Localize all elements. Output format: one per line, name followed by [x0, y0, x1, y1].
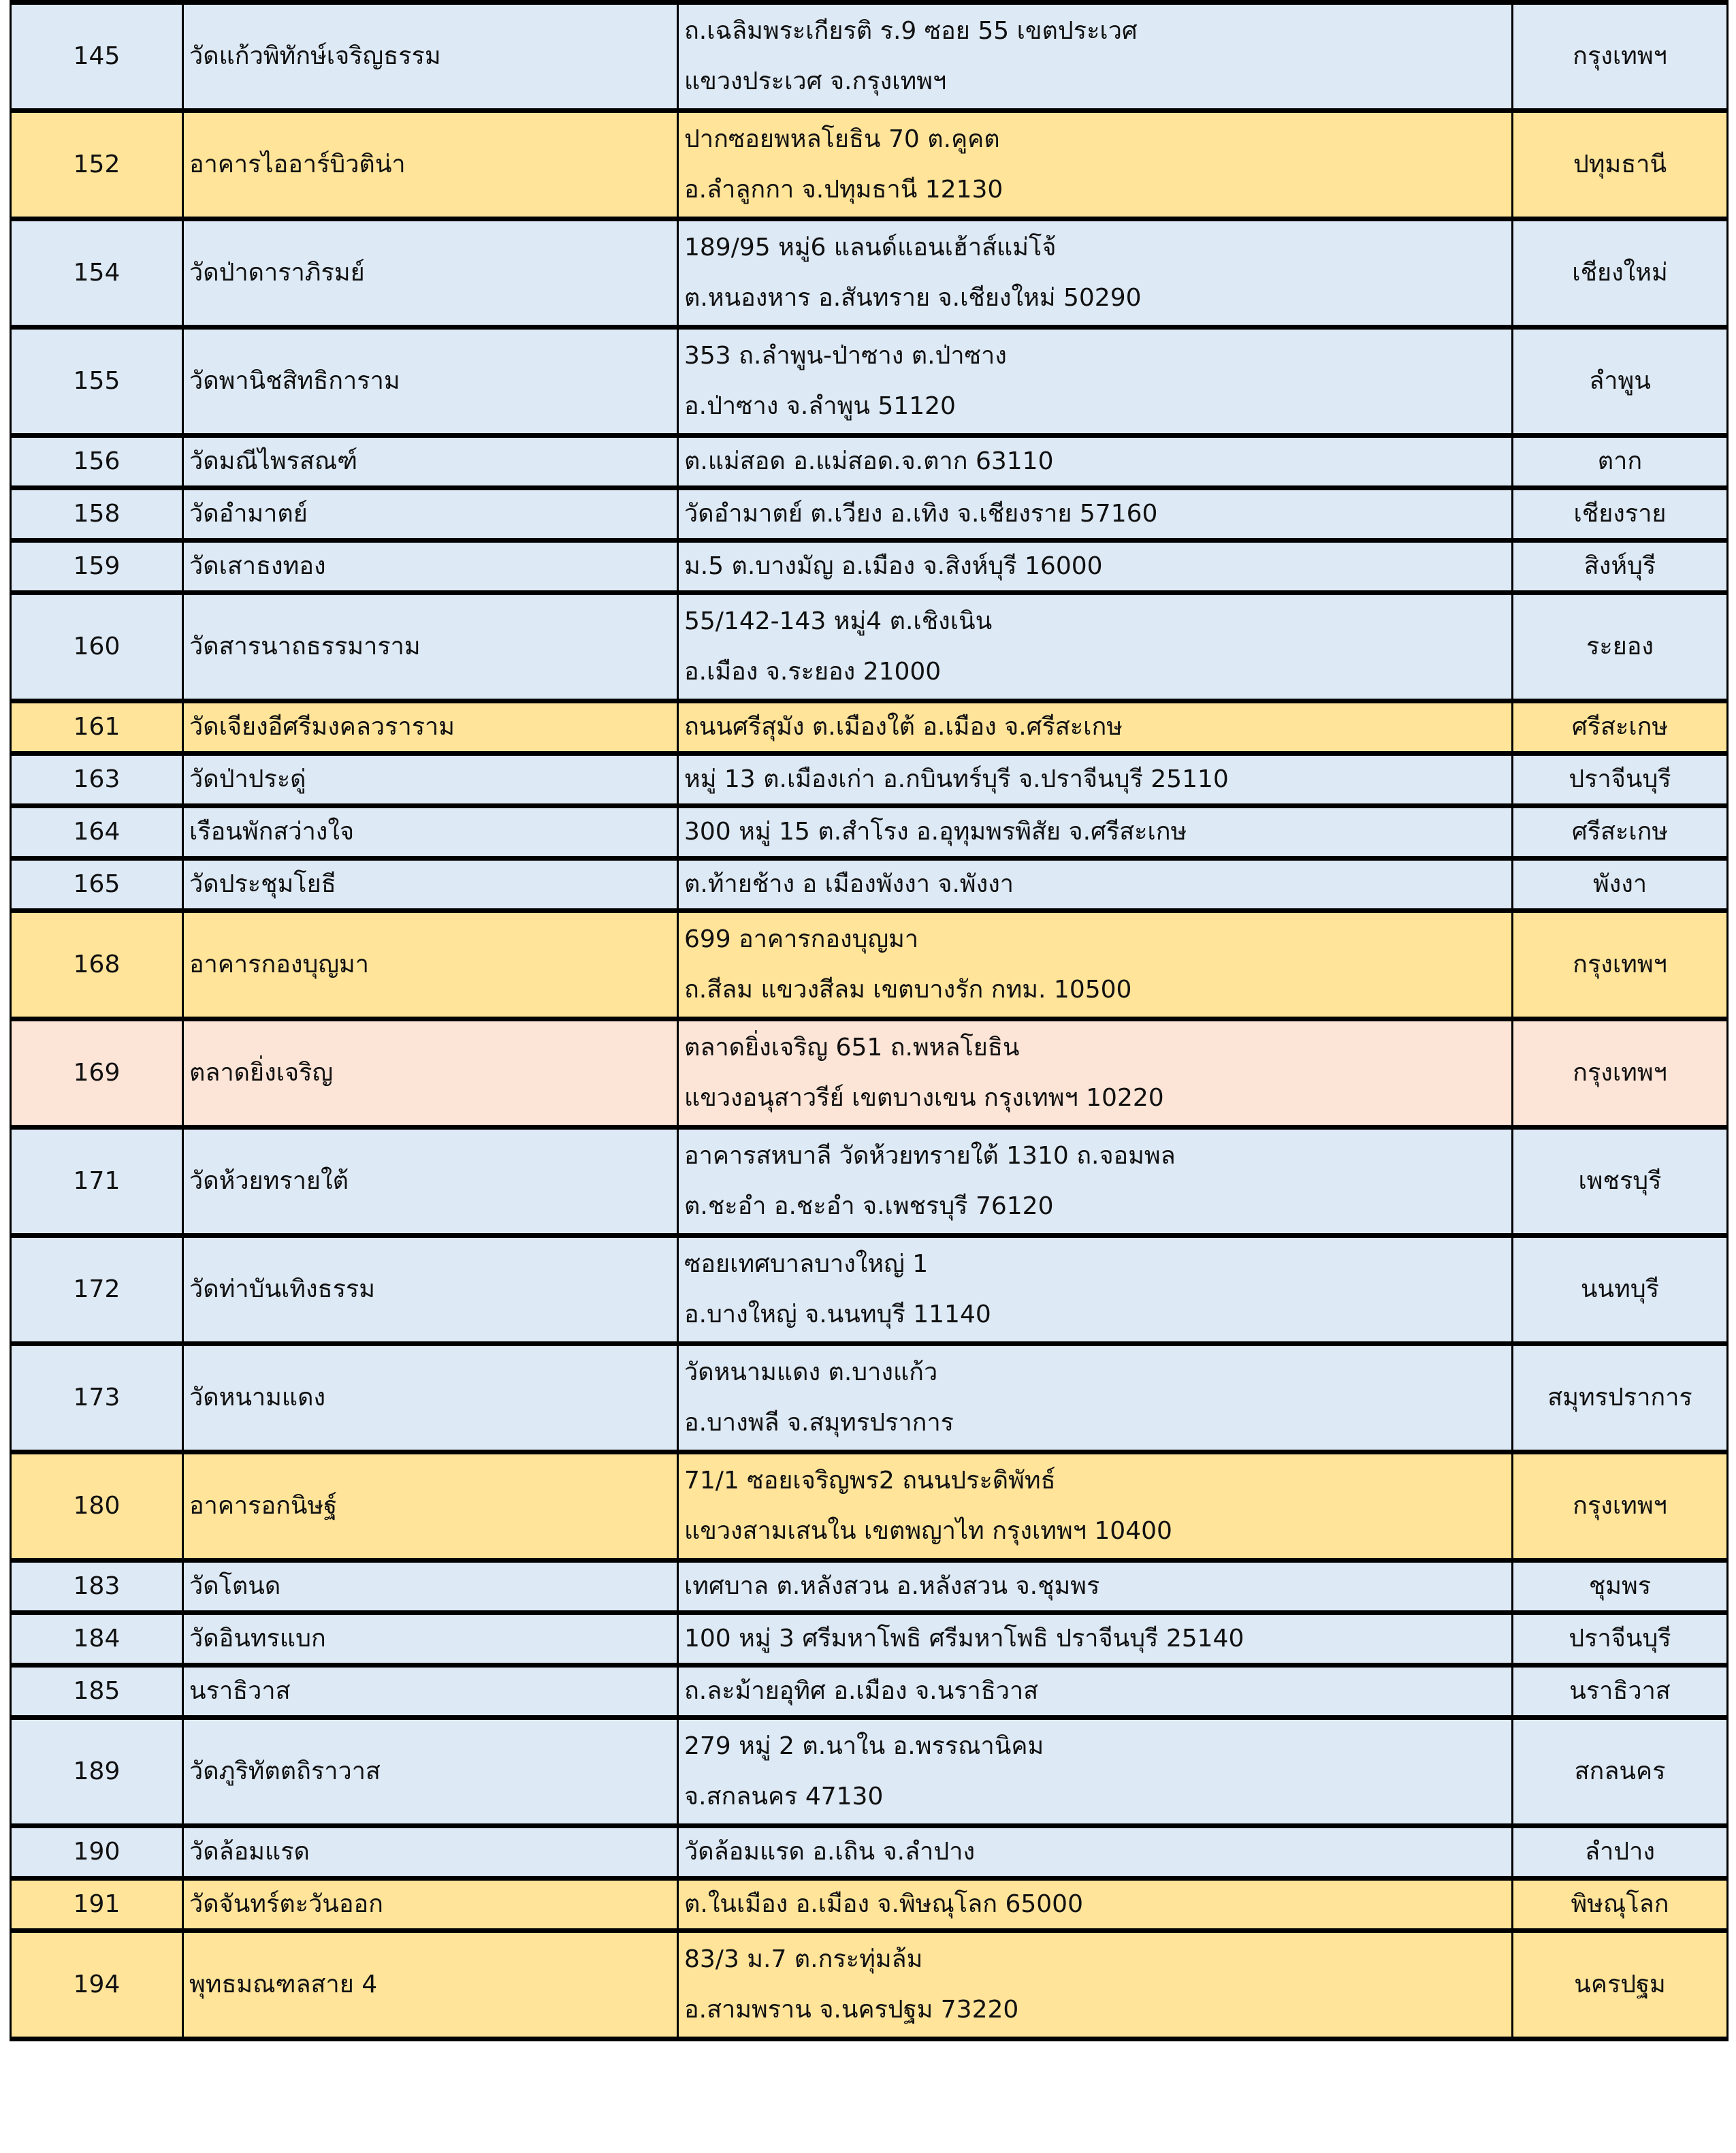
- table-row: [11, 328, 1728, 436]
- address-line: อ.เมือง จ.ระยอง 21000: [684, 658, 942, 686]
- cell-name: วัดโตนด: [183, 1561, 678, 1613]
- cell-id: 145: [11, 3, 183, 111]
- table-row: [11, 1613, 1728, 1665]
- address-line: อาคารสหบาลี วัดห้วยทรายใต้ 1310 ถ.จอมพล: [684, 1142, 1176, 1170]
- cell-address: [678, 1931, 1513, 2039]
- cell-id: 152: [11, 111, 183, 219]
- cell-province: เชียงราย: [1513, 488, 1728, 541]
- table-row: [11, 541, 1728, 593]
- cell-address: [678, 436, 1513, 488]
- cell-address: [678, 3, 1513, 111]
- cell-name: วัดภูริทัตตถิราวาส: [183, 1718, 678, 1826]
- address-line: 71/1 ซอยเจริญพร2 ถนนประดิพัทธ์: [684, 1467, 1056, 1495]
- address-line: ต.แม่สอด อ.แม่สอด.จ.ตาก 63110: [684, 447, 1054, 475]
- cell-id: 189: [11, 1718, 183, 1826]
- location-table: [10, 0, 1729, 2041]
- cell-province: ลำปาง: [1513, 1826, 1728, 1879]
- cell-id: 165: [11, 859, 183, 911]
- cell-province: ปทุมธานี: [1513, 111, 1728, 219]
- cell-address: [678, 1879, 1513, 1931]
- address-line: อ.สามพราน จ.นครปฐม 73220: [684, 1996, 1019, 2024]
- table-row: [11, 1665, 1728, 1718]
- address-line: 279 หมู่ 2 ต.นาใน อ.พรรณานิคม: [684, 1732, 1044, 1760]
- address-line: 189/95 หมู่6 แลนด์แอนเฮ้าส์แม่โจ้: [684, 234, 1057, 261]
- address-line: แขวงอนุสาวรีย์ เขตบางเขน กรุงเทพฯ 10220: [684, 1084, 1164, 1112]
- cell-name: วัดประชุมโยธี: [183, 859, 678, 911]
- cell-name: วัดพานิชสิทธิการาม: [183, 328, 678, 436]
- cell-name: อาคารอกนิษฐ์: [183, 1452, 678, 1561]
- address-line: วัดหนามแดง ต.บางแก้ว: [684, 1358, 938, 1386]
- cell-id: 194: [11, 1931, 183, 2039]
- cell-province: ศรีสะเกษ: [1513, 701, 1728, 754]
- cell-id: 180: [11, 1452, 183, 1561]
- cell-name: วัดจันทร์ตะวันออก: [183, 1879, 678, 1931]
- cell-id: 168: [11, 911, 183, 1019]
- table-row: [11, 1344, 1728, 1452]
- table-body: [11, 3, 1728, 2039]
- address-line: อ.บางใหญ่ จ.นนทบุรี 11140: [684, 1301, 991, 1328]
- cell-address: [678, 1452, 1513, 1561]
- address-line: 300 หมู่ 15 ต.สำโรง อ.อุทุมพรพิสัย จ.ศรีสะเกษ: [684, 818, 1187, 846]
- table-row: [11, 1561, 1728, 1613]
- address-line: 83/3 ม.7 ต.กระทุ่มล้ม: [684, 1945, 923, 1973]
- cell-name: วัดล้อมแรด: [183, 1826, 678, 1879]
- address-line: ม.5 ต.บางมัญ อ.เมือง จ.สิงห์บุรี 16000: [684, 552, 1103, 580]
- address-line: อ.ป่าซาง จ.ลำพูน 51120: [684, 392, 956, 420]
- table-row: [11, 1019, 1728, 1128]
- address-line: เทศบาล ต.หลังสวน อ.หลังสวน จ.ชุมพร: [684, 1572, 1100, 1600]
- cell-province: นนทบุรี: [1513, 1236, 1728, 1344]
- cell-address: [678, 593, 1513, 701]
- cell-name: วัดแก้วพิทักษ์เจริญธรรม: [183, 3, 678, 111]
- address-line: ต.ในเมือง อ.เมือง จ.พิษณุโลก 65000: [684, 1890, 1083, 1918]
- table-row: [11, 219, 1728, 328]
- cell-province: เพชรบุรี: [1513, 1128, 1728, 1236]
- cell-province: กรุงเทพฯ: [1513, 911, 1728, 1019]
- cell-id: 183: [11, 1561, 183, 1613]
- cell-id: 191: [11, 1879, 183, 1931]
- cell-name: วัดอำมาตย์: [183, 488, 678, 541]
- cell-id: 154: [11, 219, 183, 328]
- address-line: หมู่ 13 ต.เมืองเก่า อ.กบินทร์บุรี จ.ปราจีนบุรี 25110: [684, 765, 1229, 793]
- address-line: ปากซอยพหลโยธิน 70 ต.คูคต: [684, 125, 1000, 153]
- cell-address: [678, 1236, 1513, 1344]
- address-line: ถนนศรีสุมัง ต.เมืองใต้ อ.เมือง จ.ศรีสะเกษ: [684, 713, 1123, 741]
- table-row: [11, 1826, 1728, 1879]
- address-line: อ.บางพลี จ.สมุทรปราการ: [684, 1409, 954, 1437]
- cell-address: [678, 111, 1513, 219]
- cell-id: 155: [11, 328, 183, 436]
- address-line: 353 ถ.ลำพูน-ป่าซาง ต.ป่าซาง: [684, 342, 1007, 370]
- cell-province: นราธิวาส: [1513, 1665, 1728, 1718]
- cell-id: 190: [11, 1826, 183, 1879]
- cell-id: 173: [11, 1344, 183, 1452]
- cell-address: [678, 911, 1513, 1019]
- table-row: [11, 911, 1728, 1019]
- cell-address: [678, 1561, 1513, 1613]
- table-row: [11, 593, 1728, 701]
- cell-address: [678, 541, 1513, 593]
- cell-province: นครปฐม: [1513, 1931, 1728, 2039]
- cell-province: ชุมพร: [1513, 1561, 1728, 1613]
- address-line: ต.หนองหาร อ.สันทราย จ.เชียงใหม่ 50290: [684, 284, 1142, 312]
- cell-name: วัดหนามแดง: [183, 1344, 678, 1452]
- table-row: [11, 701, 1728, 754]
- cell-name: อาคารไออาร์บิวติน่า: [183, 111, 678, 219]
- table-row: [11, 1931, 1728, 2039]
- cell-name: วัดสารนาถธรรมาราม: [183, 593, 678, 701]
- address-line: 699 อาคารกองบุญมา: [684, 925, 919, 953]
- cell-province: สิงห์บุรี: [1513, 541, 1728, 593]
- cell-name: วัดป่าประดู่: [183, 754, 678, 806]
- address-line: ตลาดยิ่งเจริญ 651 ถ.พหลโยธิน: [684, 1034, 1020, 1062]
- cell-province: ศรีสะเกษ: [1513, 806, 1728, 859]
- cell-id: 184: [11, 1613, 183, 1665]
- cell-name: พุทธมณฑลสาย 4: [183, 1931, 678, 2039]
- cell-id: 160: [11, 593, 183, 701]
- cell-province: พังงา: [1513, 859, 1728, 911]
- table-row: [11, 754, 1728, 806]
- address-line: ต.ท้ายช้าง อ เมืองพังงา จ.พังงา: [684, 870, 1014, 898]
- table-row: [11, 436, 1728, 488]
- table-row: [11, 1718, 1728, 1826]
- address-line: 100 หมู่ 3 ศรีมหาโพธิ ศรีมหาโพธิ ปราจีนบุรี 25140: [684, 1625, 1244, 1653]
- cell-province: ตาก: [1513, 436, 1728, 488]
- cell-province: สมุทรปราการ: [1513, 1344, 1728, 1452]
- cell-address: [678, 1665, 1513, 1718]
- address-line: ซอยเทศบาลบางใหญ่ 1: [684, 1250, 929, 1278]
- cell-province: กรุงเทพฯ: [1513, 1452, 1728, 1561]
- cell-address: [678, 1128, 1513, 1236]
- cell-address: [678, 1019, 1513, 1128]
- cell-name: วัดห้วยทรายใต้: [183, 1128, 678, 1236]
- cell-address: [678, 701, 1513, 754]
- cell-name: อาคารกองบุญมา: [183, 911, 678, 1019]
- cell-address: [678, 859, 1513, 911]
- cell-address: [678, 806, 1513, 859]
- cell-id: 161: [11, 701, 183, 754]
- cell-province: พิษณุโลก: [1513, 1879, 1728, 1931]
- cell-province: ระยอง: [1513, 593, 1728, 701]
- cell-address: [678, 1344, 1513, 1452]
- cell-address: [678, 1826, 1513, 1879]
- cell-id: 163: [11, 754, 183, 806]
- table-row: [11, 1879, 1728, 1931]
- cell-name: วัดอินทรแบก: [183, 1613, 678, 1665]
- cell-province: ปราจีนบุรี: [1513, 754, 1728, 806]
- cell-name: วัดเจียงอีศรีมงคลวราราม: [183, 701, 678, 754]
- table-row: [11, 859, 1728, 911]
- cell-id: 158: [11, 488, 183, 541]
- cell-name: วัดป่าดาราภิรมย์: [183, 219, 678, 328]
- cell-address: [678, 328, 1513, 436]
- address-line: ถ.สีลม แขวงสีลม เขตบางรัก กทม. 10500: [684, 976, 1132, 1004]
- table-row: [11, 111, 1728, 219]
- table-row: [11, 1236, 1728, 1344]
- cell-id: 172: [11, 1236, 183, 1344]
- cell-address: [678, 219, 1513, 328]
- cell-name: นราธิวาส: [183, 1665, 678, 1718]
- address-line: ถ.ละม้ายอุทิศ อ.เมือง จ.นราธิวาส: [684, 1677, 1039, 1705]
- cell-province: ลำพูน: [1513, 328, 1728, 436]
- cell-name: เรือนพักสว่างใจ: [183, 806, 678, 859]
- cell-id: 164: [11, 806, 183, 859]
- cell-id: 169: [11, 1019, 183, 1128]
- address-line: วัดล้อมแรด อ.เถิน จ.ลำปาง: [684, 1838, 976, 1866]
- cell-address: [678, 488, 1513, 541]
- cell-province: เชียงใหม่: [1513, 219, 1728, 328]
- address-line: แขวงประเวศ จ.กรุงเทพฯ: [684, 67, 947, 95]
- cell-province: สกลนคร: [1513, 1718, 1728, 1826]
- cell-id: 171: [11, 1128, 183, 1236]
- cell-name: ตลาดยิ่งเจริญ: [183, 1019, 678, 1128]
- cell-province: กรุงเทพฯ: [1513, 1019, 1728, 1128]
- table-row: [11, 806, 1728, 859]
- address-line: วัดอำมาตย์ ต.เวียง อ.เทิง จ.เชียงราย 57160: [684, 500, 1158, 528]
- cell-province: กรุงเทพฯ: [1513, 3, 1728, 111]
- cell-address: [678, 1718, 1513, 1826]
- cell-id: 156: [11, 436, 183, 488]
- address-line: แขวงสามเสนใน เขตพญาไท กรุงเทพฯ 10400: [684, 1517, 1172, 1545]
- cell-id: 159: [11, 541, 183, 593]
- cell-id: 185: [11, 1665, 183, 1718]
- cell-name: วัดมณีไพรสณฑ์: [183, 436, 678, 488]
- address-line: ถ.เฉลิมพระเกียรติ ร.9 ซอย 55 เขตประเวศ: [684, 17, 1138, 45]
- address-line: อ.ลำลูกกา จ.ปทุมธานี 12130: [684, 176, 1003, 204]
- address-line: จ.สกลนคร 47130: [684, 1783, 884, 1811]
- cell-address: [678, 1613, 1513, 1665]
- table-row: [11, 1452, 1728, 1561]
- table-row: [11, 1128, 1728, 1236]
- table-row: [11, 488, 1728, 541]
- cell-address: [678, 754, 1513, 806]
- table-row: [11, 3, 1728, 111]
- cell-name: วัดท่าบันเทิงธรรม: [183, 1236, 678, 1344]
- cell-province: ปราจีนบุรี: [1513, 1613, 1728, 1665]
- cell-name: วัดเสาธงทอง: [183, 541, 678, 593]
- address-line: ต.ชะอำ อ.ชะอำ จ.เพชรบุรี 76120: [684, 1192, 1054, 1220]
- address-line: 55/142-143 หมู่4 ต.เชิงเนิน: [684, 607, 993, 635]
